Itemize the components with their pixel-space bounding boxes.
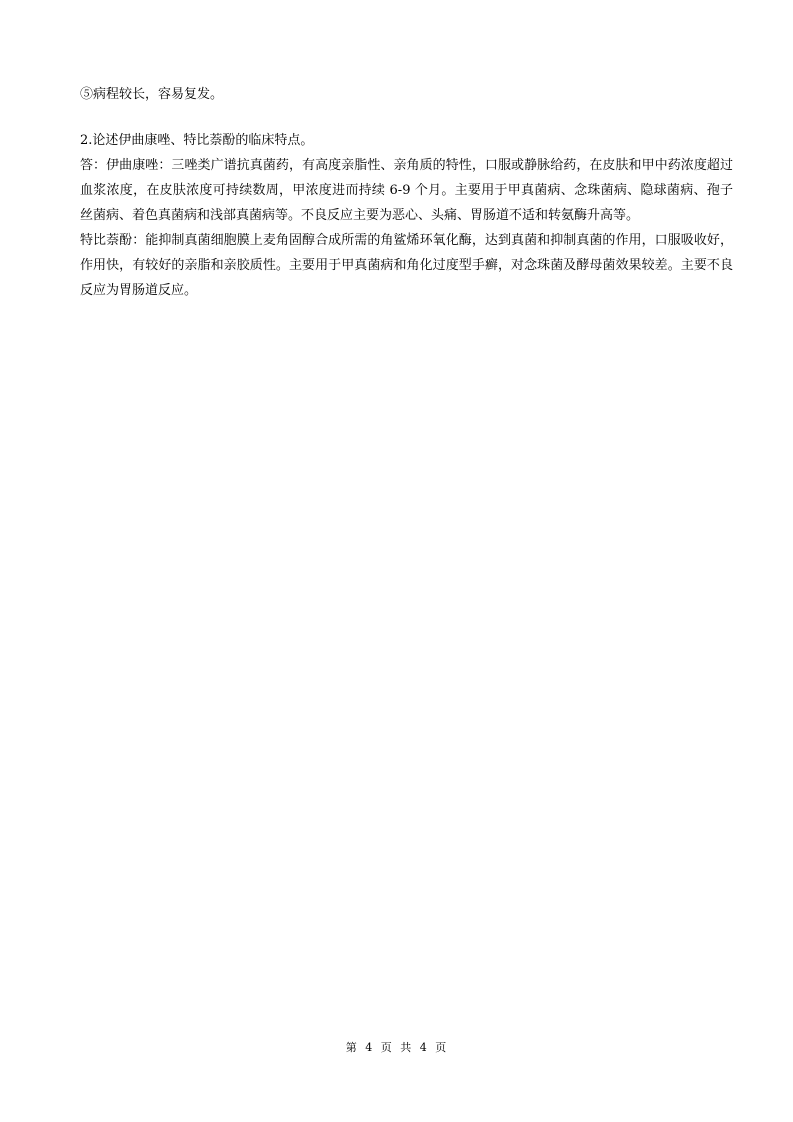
paragraph-course-note: ⑤病程较长，容易复发。 [80,87,224,102]
answer-itraconazole: 答：伊曲康唑：三唑类广谱抗真菌药，有高度亲脂性、亲角质的特性，口服或静脉给药，在皮肤和甲中药浓度超过血浆浓度，在皮肤浓度可持续数周，甲浓度进而持续 6-9 个月。主要用于甲真菌病、念珠菌病、隐球菌病、孢子丝菌病、着色真菌病和浅部真菌病等。不良反应主要为恶心、头痛、胃肠道不适和转氨酶升高等。 [80,158,733,223]
answer-terbinafine: 特比萘酚：能抑制真菌细胞膜上麦角固醇合成所需的角鲨烯环氧化酶，达到真菌和抑制真菌的作用，口服吸收好，作用快，有较好的亲脂和亲胶质性。主要用于甲真菌病和角化过度型手癣，对念珠菌及酵母菌效果较差。主要不良反应为胃肠道反应。 [80,233,733,298]
paragraph-spacer [80,107,733,128]
page-footer: 第 4 页 共 4 页 [345,1041,448,1054]
question-heading: 2.论述伊曲康唑、特比萘酚的临床特点。 [80,133,314,148]
document-body [80,82,733,303]
